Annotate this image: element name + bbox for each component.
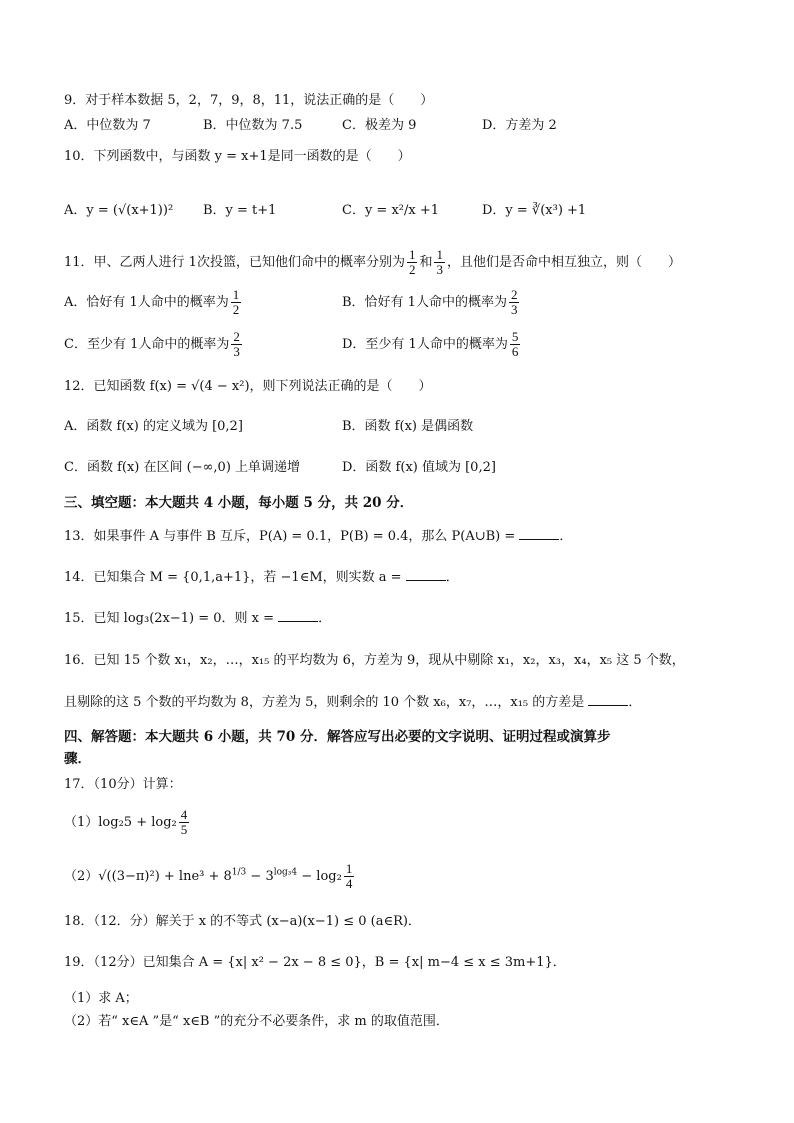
answer-blank	[519, 527, 559, 540]
q11-stem	[64, 248, 681, 277]
q19-part-1: （1）求 A；	[64, 991, 138, 1006]
q18: 18．（12．分）解关于 x 的不等式 (x−a)(x−1) ≤ 0 (a∈R)．	[64, 914, 421, 929]
answer-blank	[278, 609, 318, 622]
q9-option-a: A．中位数为 7	[64, 118, 151, 133]
q19-stem: 19．（12分）已知集合 A = {x| x² − 2x − 8 ≤ 0}，B = {x| m−4 ≤ x ≤ 3m+1}．	[64, 955, 566, 970]
answer-blank	[406, 568, 446, 581]
q11-and: 和	[419, 255, 433, 270]
answer-blank	[588, 693, 628, 706]
q17-part-2: $(2)√((3-\pi)^2) + \ln e^3 + 8^{1/3} - 3^{log_34} - \log_2$ $\frac{1}{4}$	[64, 861, 353, 891]
q13: 13．如果事件 A 与事件 B 互斥，P(A) = 0.1，P(B) = 0.4，那么 P(A∪B) = ．	[64, 529, 573, 544]
q12-option-b: B．函数 f(x) 是偶函数	[342, 419, 474, 434]
q11-option-c: C．至少有 1人命中的概率为 $\frac{2}{3}$	[64, 329, 240, 359]
q16-line-2: 且剔除的这 5 个数的平均数为 8，方差为 5，则剩余的 10 个数 x₆，x₇，…，x₁₅ 的方差是 ．	[64, 695, 642, 710]
q12-option-c: C．函数 f(x) 在区间 (−∞,0) 上单调递增	[64, 460, 301, 475]
q17-stem: 17．（10分）计算：	[64, 777, 182, 792]
q14: 14．已知集合 M = {0,1,a+1}，若 −1∈M，则实数 a = ．	[64, 570, 459, 585]
q9-option-b: B．中位数为 7.5	[203, 118, 303, 133]
q10-stem: 10．下列函数中，与函数 y = x+1是同一函数的是（ ）	[64, 149, 411, 164]
section-3-heading: 三、填空题：本大题共 4 小题，每小题 5 分，共 20 分．	[64, 495, 414, 511]
q15: 15．已知 log₃(2x−1) = 0．则 x = ．	[64, 611, 332, 626]
fraction: $\frac{1}{2}$	[408, 247, 416, 277]
section-4-heading: 四、解答题：本大题共 6 小题，共 70 分．解答应写出必要的文字说明、证明过程或演算步	[64, 729, 611, 745]
q11-stem-pre: 11．甲、乙两人进行 1次投篮，已知他们命中的概率分别为	[64, 255, 405, 270]
q12-option-d: D．函数 f(x) 值域为 [0,2]	[342, 460, 496, 475]
q11-stem-post: ，且他们是否命中相互独立，则（ ）	[446, 255, 681, 270]
q17-part-1: （1）log₂5 + log₂ $\frac{4}{5}$	[64, 807, 188, 837]
q11-option-a: A．恰好有 1人命中的概率为 $\frac{1}{2}$	[64, 287, 240, 317]
section-4-heading-cont: 骤．	[64, 751, 91, 767]
q9-option-d: D．方差为 2	[482, 118, 557, 133]
q10-option-d: D．y = ∛(x³) +1	[482, 203, 587, 218]
q16-line-1: 16．已知 15 个数 x₁，x₂，…，x₁₅ 的平均数为 6，方差为 9，现从中剔除 x₁，x₂，x₃，x₄，x₅ 这 5 个数，	[64, 653, 685, 668]
q12-option-a: A．函数 f(x) 的定义域为 [0,2]	[64, 419, 243, 434]
q11-option-b: B．恰好有 1人命中的概率为 $\frac{2}{3}$	[342, 287, 518, 317]
q11-option-d: D．至少有 1人命中的概率为 $\frac{5}{6}$	[342, 329, 519, 359]
q12-stem: 12．已知函数 f(x) = √(4 − x²)，则下列说法正确的是（ ）	[64, 379, 432, 394]
q9-option-c: C．极差为 9	[342, 118, 417, 133]
q9-stem: 9．对于样本数据 5，2，7，9，8，11，说法正确的是（ ）	[64, 93, 434, 108]
q10-option-a: A．y = (√(x+1))²	[64, 203, 174, 218]
fraction: $\frac{1}{3}$	[436, 247, 443, 277]
q19-part-2: （2）若“ x∈A ”是“ x∈B ”的充分不必要条件，求 m 的取值范围．	[64, 1014, 449, 1029]
q10-option-b: B．y = t+1	[203, 203, 277, 218]
q10-option-c: C．y = x²/x +1	[342, 203, 439, 218]
